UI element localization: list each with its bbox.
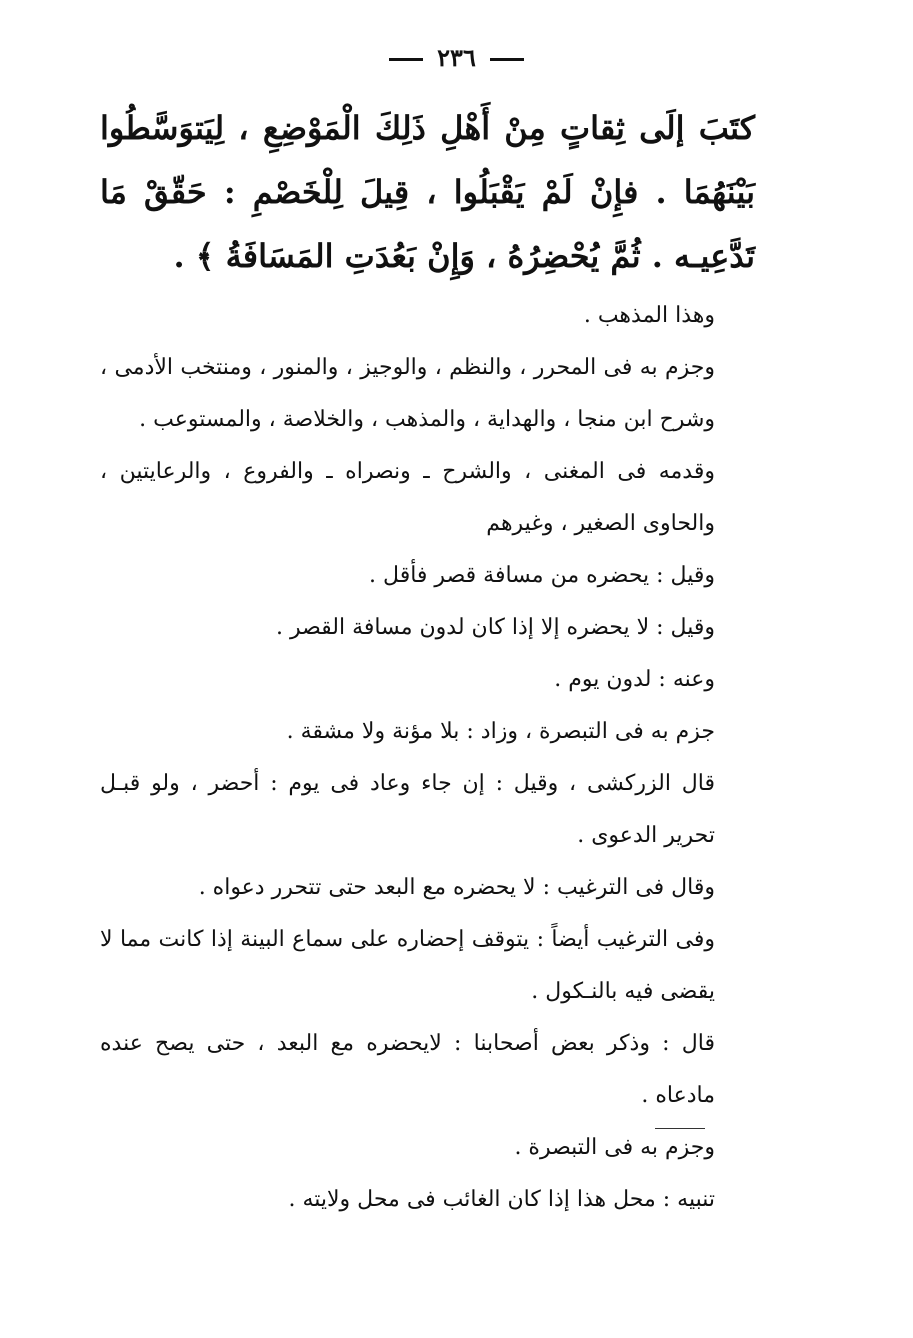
matn-text: كتَبَ إلَى ثِقاتٍ مِنْ أَهْلِ ذَلِكَ الْمَوْضِعِ ، لِيَتوَسَّطُوا بَيْنَهُمَا . فإِنْ لَمْ يَقْبَلُوا ، قِيلَ لِلْخَصْمِ : حَقّقْ مَا تَدَّعِيـه . ثُمَّ يُحْضِرُهُ ، وَإِنْ بَعُدَتِ المَسَافَةُ ﴾ . (100, 109, 755, 275)
paragraph: وعنه : لدون يوم . (554, 667, 715, 692)
paragraph: وقيل : يحضره من مسافة قصر فأقل . (369, 563, 715, 588)
paragraph: جزم به فى التبصرة ، وزاد : بلا مؤنة ولا مشقة . (286, 719, 715, 744)
paragraph: وهذا المذهب . (583, 303, 715, 328)
page-number-header (0, 40, 913, 76)
paragraph: قال الزركشى ، وقيل : إن جاء وعاد فى يوم : أحضر ، ولو قبـل تحرير الدعوى . (100, 771, 715, 848)
commentary-body (100, 290, 755, 1226)
page-number: ٢٣٦ (437, 43, 476, 72)
paragraph: وقيل : لا يحضره إلا إذا كان لدون مسافة القصر . (275, 615, 715, 640)
header-dash-right (490, 58, 524, 61)
paragraph: وفى الترغيب أيضاً : يتوقف إحضاره على سماع البينة إذا كانت مما لا يقضى فيه بالنـكول . (100, 927, 715, 1004)
paragraph: وجزم به فى التبصرة . (514, 1135, 715, 1160)
paragraph: تنبيه : محل هذا إذا كان الغائب فى محل ولايته . (288, 1187, 715, 1212)
paragraph: قال : وذكر بعض أصحابنا : لايحضره مع البعد ، حتى يصح عنده مادعاه . (100, 1031, 715, 1108)
footnote-rule (655, 1128, 705, 1129)
paragraph: وجزم به فى المحرر ، والنظم ، والوجيز ، والمنور ، ومنتخب الأدمى ، وشرح ابن منجا ، والهداية ، والمذهب ، والخلاصة ، والمستوعب . (100, 355, 715, 432)
header-dash-left (389, 58, 423, 61)
paragraph: وقدمه فى المغنى ، والشرح ـ ونصراه ـ والفروع ، والرعايتين ، والحاوى الصغير ، وغيرهم (100, 459, 715, 536)
paragraph: وقال فى الترغيب : لا يحضره مع البعد حتى تتحرر دعواه . (198, 875, 715, 900)
